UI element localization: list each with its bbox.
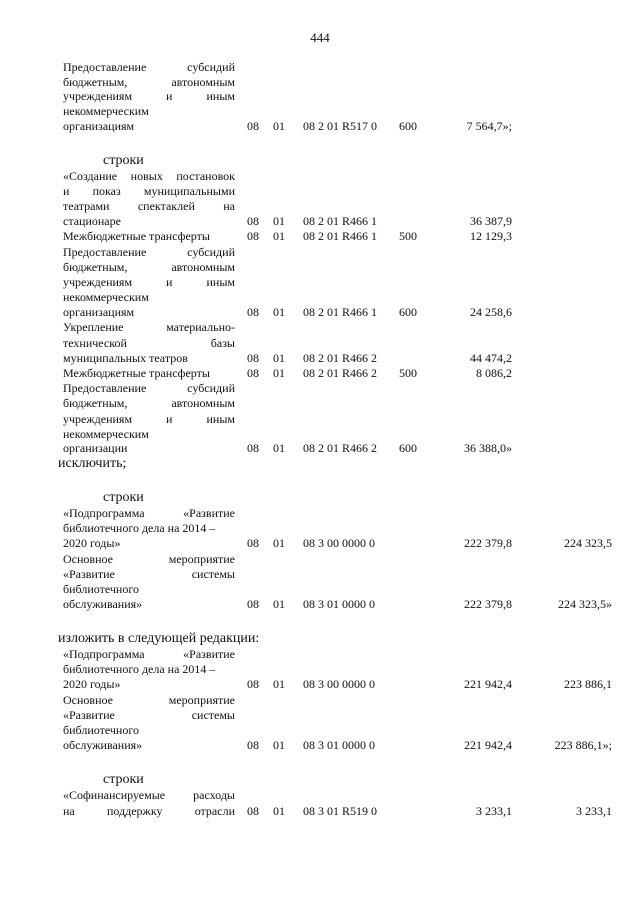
amount-year-1: 44 474,2: [470, 351, 512, 365]
row-name: театрами спектаклей на: [63, 199, 235, 213]
target-article-code: 08 2 01 R466 1: [303, 305, 378, 319]
table-row: [0, 536, 640, 551]
table-row: [0, 723, 640, 738]
expense-type-code: 600: [399, 441, 417, 455]
table-row: [0, 567, 640, 582]
row-name: организациям: [63, 119, 135, 133]
table-row: [0, 169, 640, 184]
subsection-code: 01: [273, 597, 285, 611]
row-name: Основное мероприятие: [63, 693, 235, 707]
table-row: [0, 351, 640, 366]
row-name: Предоставление субсидий: [63, 60, 235, 74]
table-row: [0, 597, 640, 612]
amount-year-1: 36 387,9: [470, 214, 512, 228]
table-row: [0, 320, 640, 335]
table-row: [0, 396, 640, 411]
section-code: 08: [247, 229, 259, 243]
table-row: [0, 119, 640, 134]
section-code: 08: [247, 441, 259, 455]
table-row: [0, 60, 640, 75]
table-row: [0, 381, 640, 396]
expense-type-code: 500: [399, 366, 417, 380]
row-name: бюджетным, автономным: [63, 75, 235, 89]
page-number: 444: [310, 30, 330, 45]
section-code: 08: [247, 351, 259, 365]
row-name: библиотечного дела на 2014 –: [63, 521, 216, 535]
section-heading: строки: [103, 772, 144, 787]
subsection-code: 01: [273, 119, 285, 133]
section-code: 08: [247, 305, 259, 319]
subsection-code: 01: [273, 305, 285, 319]
amount-year-1: 12 129,3: [470, 229, 512, 243]
table-row: [0, 427, 640, 442]
target-article-code: 08 2 01 R466 2: [303, 441, 378, 455]
subsection-code: 01: [273, 229, 285, 243]
amount-year-2: 223 886,1: [564, 677, 612, 691]
row-name: бюджетным, автономным: [63, 260, 235, 274]
section-code: 08: [247, 677, 259, 691]
amount-year-2: 224 323,5: [564, 536, 612, 550]
table-row: [0, 336, 640, 351]
row-name: некоммерческим: [63, 104, 149, 118]
subsection-code: 01: [273, 441, 285, 455]
subsection-code: 01: [273, 677, 285, 691]
row-name: «Развитие системы: [63, 567, 235, 581]
row-name: «Создание новых постановок: [63, 169, 235, 183]
target-article-code: 08 2 01 R466 2: [303, 351, 378, 365]
target-article-code: 08 3 00 0000 0: [303, 677, 375, 691]
table-row: [0, 245, 640, 260]
amount-year-2: 223 886,1»;: [554, 738, 612, 752]
target-article-code: 08 3 01 0000 0: [303, 597, 375, 611]
row-name: Межбюджетные трансферты: [63, 366, 210, 380]
row-name: муниципальных театров: [63, 351, 188, 365]
amount-year-1: 36 388,0»: [464, 441, 512, 455]
row-name: библиотечного: [63, 723, 139, 737]
table-row: [0, 506, 640, 521]
section-code: 08: [247, 119, 259, 133]
target-article-code: 08 2 01 R466 1: [303, 214, 378, 228]
row-name: некоммерческим: [63, 427, 149, 441]
target-article-code: 08 3 01 R519 0: [303, 804, 378, 818]
row-name: «Подпрограмма «Развитие: [63, 647, 235, 661]
section-code: 08: [247, 804, 259, 818]
amount-year-1: 221 942,4: [464, 677, 512, 691]
table-row: [0, 804, 640, 819]
section-code: 08: [247, 366, 259, 380]
row-name: Предоставление субсидий: [63, 381, 235, 395]
expense-type-code: 500: [399, 229, 417, 243]
section-code: 08: [247, 597, 259, 611]
table-row: [0, 647, 640, 662]
section-code: 08: [247, 214, 259, 228]
amount-year-1: 221 942,4: [464, 738, 512, 752]
target-article-code: 08 3 00 0000 0: [303, 536, 375, 550]
row-name: 2020 годы»: [63, 677, 121, 691]
row-name: «Подпрограмма «Развитие: [63, 506, 235, 520]
subsection-code: 01: [273, 366, 285, 380]
row-name: и показ муниципальными: [63, 184, 235, 198]
row-name: организациям: [63, 305, 135, 319]
row-name: «Развитие системы: [63, 708, 235, 722]
amount-year-1: 7 564,7»;: [466, 119, 512, 133]
table-row: [0, 214, 640, 229]
target-article-code: 08 2 01 R466 2: [303, 366, 378, 380]
instruction-text: исключить;: [58, 456, 127, 471]
table-row: [0, 693, 640, 708]
amount-year-2: 224 323,5»: [558, 597, 612, 611]
amount-year-1: 24 258,6: [470, 305, 512, 319]
row-name: стационаре: [63, 214, 121, 228]
section-code: 08: [247, 536, 259, 550]
subsection-code: 01: [273, 214, 285, 228]
row-name: учреждениям и иным: [63, 89, 235, 103]
expense-type-code: 600: [399, 119, 417, 133]
expense-type-code: 600: [399, 305, 417, 319]
amount-year-1: 3 233,1: [476, 804, 512, 818]
table-row: [0, 75, 640, 90]
subsection-code: 01: [273, 351, 285, 365]
section-heading: строки: [103, 490, 144, 505]
row-name: обслуживания»: [63, 738, 143, 752]
table-row: [0, 305, 640, 320]
row-name: учреждениям и иным: [63, 412, 235, 426]
table-row: [0, 199, 640, 214]
table-row: [0, 662, 640, 677]
row-name: учреждениям и иным: [63, 275, 235, 289]
subsection-code: 01: [273, 738, 285, 752]
table-row: [0, 290, 640, 305]
subsection-code: 01: [273, 804, 285, 818]
table-row: [0, 521, 640, 536]
row-name: Укрепление материально-: [63, 320, 235, 334]
row-name: библиотечного дела на 2014 –: [63, 662, 216, 676]
row-name: Основное мероприятие: [63, 552, 235, 566]
table-row: [0, 275, 640, 290]
row-name: бюджетным, автономным: [63, 396, 235, 410]
table-row: [0, 229, 640, 244]
row-name: «Софинансируемые расходы: [63, 788, 235, 802]
instruction-text: изложить в следующей редакции:: [58, 631, 260, 646]
target-article-code: 08 2 01 R517 0: [303, 119, 378, 133]
amount-year-2: 3 233,1: [576, 804, 612, 818]
row-name: Предоставление субсидий: [63, 245, 235, 259]
amount-year-1: 222 379,8: [464, 597, 512, 611]
row-name: некоммерческим: [63, 290, 149, 304]
table-row: [0, 708, 640, 723]
table-row: [0, 738, 640, 753]
target-article-code: 08 2 01 R466 1: [303, 229, 378, 243]
row-name: на поддержку отрасли: [63, 804, 235, 818]
table-row: [0, 441, 640, 456]
table-row: [0, 582, 640, 597]
subsection-code: 01: [273, 536, 285, 550]
table-row: [0, 788, 640, 803]
table-row: [0, 260, 640, 275]
row-name: 2020 годы»: [63, 536, 121, 550]
table-row: [0, 104, 640, 119]
row-name: библиотечного: [63, 582, 139, 596]
table-row: [0, 552, 640, 567]
amount-year-1: 8 086,2: [476, 366, 512, 380]
table-row: [0, 89, 640, 104]
row-name: технической базы: [63, 336, 235, 350]
section-heading: строки: [103, 153, 144, 168]
row-name: Межбюджетные трансферты: [63, 229, 210, 243]
table-row: [0, 184, 640, 199]
table-row: [0, 366, 640, 381]
table-row: [0, 412, 640, 427]
section-code: 08: [247, 738, 259, 752]
table-row: [0, 677, 640, 692]
row-name: обслуживания»: [63, 597, 143, 611]
row-name: организации: [63, 441, 128, 455]
target-article-code: 08 3 01 0000 0: [303, 738, 375, 752]
amount-year-1: 222 379,8: [464, 536, 512, 550]
